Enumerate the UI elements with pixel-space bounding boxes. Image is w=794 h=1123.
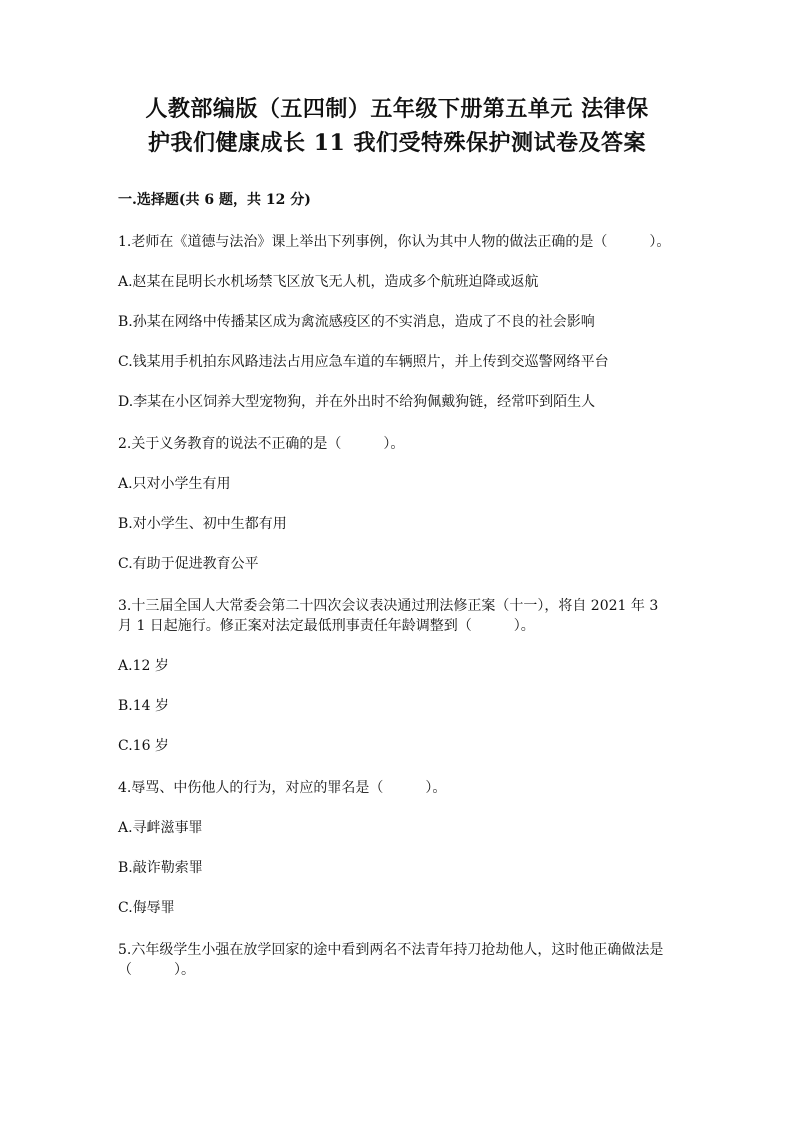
title-line-1: 人教部编版（五四制）五年级下册第五单元 法律保 <box>145 96 649 122</box>
option-a: A.寻衅滋事罪 <box>118 820 203 836</box>
question-stem: 4.辱骂、中伤他人的行为，对应的罪名是（ ）。 <box>118 780 447 796</box>
option-a: A.12 岁 <box>118 658 169 674</box>
question-4 <box>118 778 676 918</box>
option-c: C.钱某用手机拍东风路违法占用应急车道的车辆照片，并上传到交巡警网络平台 <box>118 354 609 370</box>
question-1 <box>118 232 676 412</box>
option-b: B.14 岁 <box>118 698 170 714</box>
option-c: C.16 岁 <box>118 738 169 754</box>
option-b: B.对小学生、初中生都有用 <box>118 516 287 532</box>
option-a: A.只对小学生有用 <box>118 476 231 492</box>
question-stem: 2.关于义务教育的说法不正确的是（ ）。 <box>118 436 405 452</box>
option-b: B.孙某在网络中传播某区成为禽流感疫区的不实消息，造成了不良的社会影响 <box>118 314 595 330</box>
question-stem: 3.十三届全国人大常委会第二十四次会议表决通过刑法修正案（十一），将自 2021 年 3 月 1 日起施行。修正案对法定最低刑事责任年龄调整到（ ）。 <box>118 598 659 634</box>
option-b: B.敲诈勒索罪 <box>118 860 203 876</box>
question-stem: 1.老师在《道德与法治》课上举出下列事例，你认为其中人物的做法正确的是（ ）。 <box>118 234 671 250</box>
option-d: D.李某在小区饲养大型宠物狗，并在外出时不给狗佩戴狗链，经常吓到陌生人 <box>118 394 596 410</box>
option-a: A.赵某在昆明长水机场禁飞区放飞无人机，造成多个航班迫降或返航 <box>118 274 539 290</box>
option-c: C.侮辱罪 <box>118 900 175 916</box>
document-title <box>118 92 676 160</box>
question-2 <box>118 434 676 574</box>
title-line-2: 护我们健康成长 11 我们受特殊保护测试卷及答案 <box>148 130 646 156</box>
option-c: C.有助于促进教育公平 <box>118 556 259 572</box>
question-3 <box>118 596 676 756</box>
question-stem: 5.六年级学生小强在放学回家的途中看到两名不法青年持刀抢劫他人，这时他正确做法是（ ）。 <box>118 942 664 978</box>
question-5 <box>118 940 676 980</box>
section-heading: 一.选择题(共 6 题，共 12 分) <box>118 192 311 208</box>
